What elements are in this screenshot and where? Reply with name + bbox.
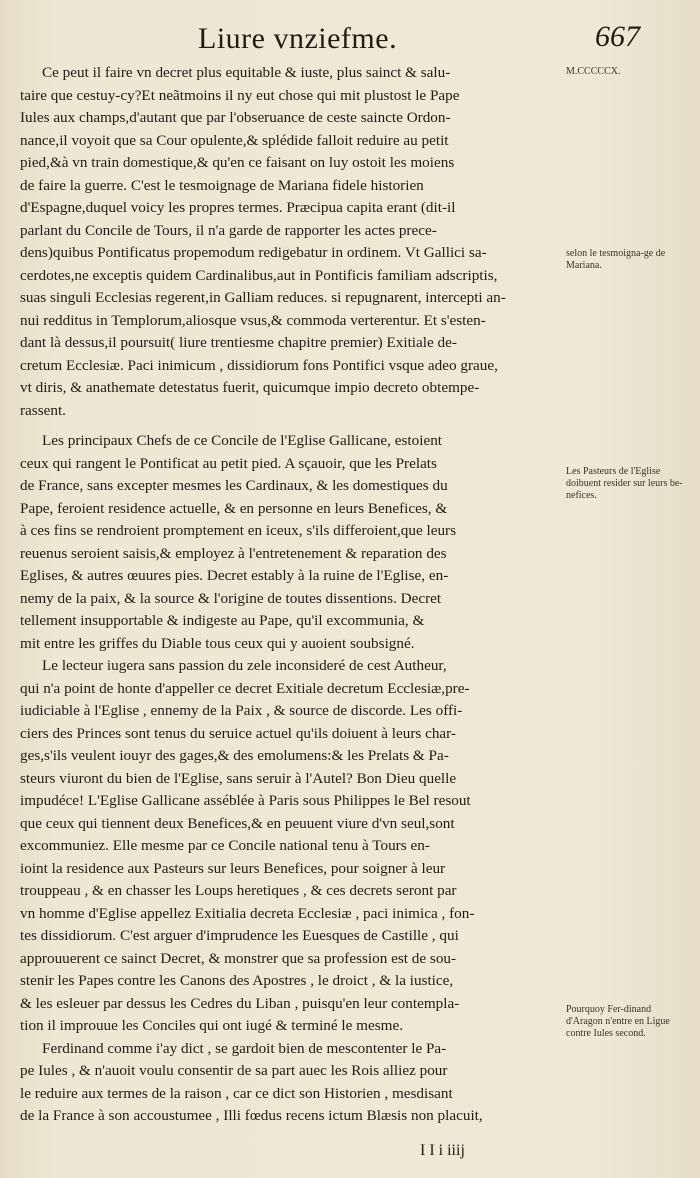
text-line: que ceux qui tiennent deux Benefices,& en peuuent viure d'vn seul,sont: [20, 814, 455, 832]
text-line: d'Espagne,duquel voicy les propres termes. Præcipua capita erant (dit-il: [20, 199, 456, 216]
text-line: parlant du Concile de Tours, il n'a garde de rapporter les actes prece-: [20, 221, 437, 239]
page-header: [30, 14, 640, 58]
text-line: de la France à son accoustumee , Illi fœdus recens ictum Blæsis non placuit,: [20, 1107, 483, 1124]
text-line: ioint la residence aux Pasteurs sur leurs Benefices, pour soigner à leur: [20, 859, 446, 877]
text-line: Ce peut il faire vn decret plus equitable & iuste, plus sainct & salu-: [42, 64, 451, 81]
signature-mark: I I i iiij: [420, 1142, 465, 1159]
text-line: mit entre les griffes du Diable tous ceux qui y auoient soubsigné.: [20, 634, 415, 652]
paragraph-1: [20, 62, 560, 422]
text-line: reuenus seroient saisis,& employez à l'entretenement & reparation des: [20, 544, 447, 562]
margin-note-year: M.CCCCCX.: [566, 66, 621, 77]
text-line: Ferdinand comme i'ay dict , se gardoit bien de mescontenter le Pa-: [42, 1039, 447, 1057]
text-line: pe Iules , & n'auoit voulu consentir de sa part auec les Rois alliez pour: [20, 1062, 448, 1079]
text-line: Eglises, & autres œuures pies. Decret estably à la ruine de l'Eglise, en-: [20, 567, 449, 584]
text-line: trouppeau , & en chasser les Loups heretiques , & ces decrets seront par: [20, 882, 457, 899]
text-line: tellement insupportable & indigeste au Pape, qu'il excommunia, &: [20, 612, 425, 629]
margin-note-mariana: selon le tesmoigna-ge de Mariana.: [566, 248, 666, 271]
text-line: dens)quibus Pontificatus propemodum redigebatur in ordinem. Vt Gallici sa-: [20, 244, 487, 261]
text-line: Iules aux champs,d'autant que par l'obseruance de ceste saincte Ordon-: [20, 109, 451, 126]
text-line: Pape, feroient residence actuelle, & en personne en leurs Benefices, &: [20, 499, 448, 517]
text-line: rassent.: [20, 401, 66, 419]
text-line: dant là dessus,il poursuit( liure trentiesme chapitre premier) Exitiale de-: [20, 334, 457, 351]
text-line: le reduire aux termes de la raison , car ce dict son Historien , mesdisant: [20, 1084, 453, 1102]
paragraph-2: [20, 430, 560, 655]
paragraph-3: [20, 655, 560, 1038]
text-line: qui n'a point de honte d'appeller ce decret Exitiale decretum Ecclesiæ,pre-: [20, 679, 470, 697]
text-line: ceux qui rangent le Pontificat au petit pied. A sçauoir, que les Prelats: [20, 454, 437, 472]
margin-note-pasteurs: Les Pasteurs de l'Eglise doibuent resider sur leurs be-nefices.: [566, 466, 683, 501]
page-number: 667: [595, 20, 640, 53]
text-line: stenir les Papes contre les Canons des Apostres , le droict , & la iustice,: [20, 972, 454, 989]
text-line: vn homme d'Eglise appellez Exitialia decreta Ecclesiæ , paci inimica , fon-: [20, 904, 475, 922]
text-line: de faire la guerre. C'est le tesmoignage de Mariana fidele historien: [20, 176, 424, 194]
text-line: cretum Ecclesiæ. Paci inimicum , dissidiorum fons Pontifici vsque adeo graue,: [20, 356, 498, 374]
text-line: ges,s'ils veulent iouyr des gages,& des emolumens:& les Prelats & Pa-: [20, 747, 449, 764]
text-line: tion il improuue les Conciles qui ont iugé & terminé le mesme.: [20, 1017, 403, 1034]
text-line: nance,il voyoit que sa Cour opulente,& splédide falloit reduire au petit: [20, 131, 449, 149]
text-line: & les esleuer par dessus les Cedres du Liban , puisqu'en leur contempla-: [20, 994, 460, 1012]
text-line: cerdotes,ne exceptis quidem Cardinalibus,aut in Pontificis familiam adscriptis,: [20, 266, 498, 284]
text-line: Le lecteur iugera sans passion du zele inconsideré de cest Autheur,: [42, 657, 447, 674]
text-line: nui redditus in Templorum,aliosque vsus,& commoda verterentur. Et s'esten-: [20, 311, 486, 329]
margin-note-ferdinand: Pourquoy Fer-dinand d'Aragon n'entre en Ligue contre Iules second.: [566, 1004, 670, 1039]
text-line: impudéce! L'Eglise Gallicane asséblée à Paris sous Philippes le Bel resout: [20, 792, 471, 809]
text-line: à ces fins se rendroient promptement en iceux, s'ils differoient,que leurs: [20, 522, 457, 539]
text-line: iudiciable à l'Eglise , ennemy de la Paix , & source de discorde. Les offi-: [20, 702, 463, 719]
text-line: approuuerent ce sainct Decret, & monstrer que sa profession est de sou-: [20, 949, 457, 967]
text-line: pied,&à vn train domestique,& qu'en ce faisant on luy ostoit les moiens: [20, 154, 455, 171]
running-title: Liure vnziefme.: [198, 22, 398, 55]
text-line: taire que cestuy-cy?Et neãtmoins il ny eut chose qui mit plustost le Pape: [20, 86, 460, 104]
text-line: tes dissidiorum. C'est arguer d'imprudence les Euesques de Castille , qui: [20, 927, 459, 944]
text-line: steurs viuront du bien de l'Eglise, sans seruir à l'Autel? Bon Dieu quelle: [20, 769, 457, 787]
main-text-column: [20, 62, 560, 1128]
paragraph-4: [20, 1038, 560, 1128]
text-line: ciers des Princes sont tenus du seruice actuel qu'ils doiuent à leurs char-: [20, 724, 456, 742]
text-line: nemy de la paix, & la source & l'origine de toutes dissentions. Decret: [20, 589, 442, 607]
text-line: suas singuli Ecclesias regerent,in Galliam reduces. si repugnarent, intercepti an-: [20, 289, 506, 306]
text-line: Les principaux Chefs de ce Concile de l'Eglise Gallicane, estoient: [42, 432, 443, 449]
text-line: vt diris, & anathemate detestatus fuerit, quicumque impio decreto obtempe-: [20, 379, 480, 396]
text-line: de France, sans excepter mesmes les Cardinaux, & les domestiques du: [20, 477, 448, 494]
text-line: excommuniez. Elle mesme par ce Concile national tenu à Tours en-: [20, 837, 430, 854]
